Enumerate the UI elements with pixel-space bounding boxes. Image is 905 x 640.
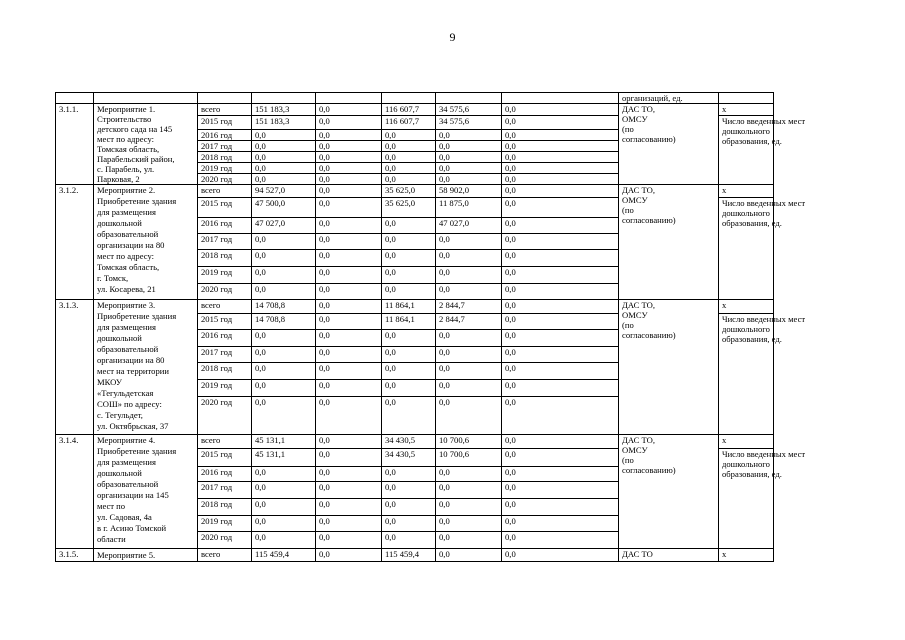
indicator-line: образования, ед. xyxy=(722,136,782,146)
item-title-line: Приобретение здания xyxy=(97,311,177,321)
funding-cell-4: 0,0 xyxy=(502,363,619,380)
item-title-line: дошкольной xyxy=(97,333,142,343)
total-cell: 0,0 xyxy=(252,267,316,284)
item-title-line: ул. Садовая, 4а xyxy=(97,512,152,522)
period-cell: 2019 год xyxy=(198,516,252,532)
item-title-line: для размещения xyxy=(97,457,156,467)
item-title-line: Мероприятие 2. xyxy=(97,185,156,195)
funding-cell-2: 0,0 xyxy=(382,397,436,435)
executor-line: ОМСУ xyxy=(622,195,648,205)
program-table xyxy=(55,92,806,562)
item-title-line: «Тегульдетская xyxy=(97,388,154,398)
funding-cell-4: 0,0 xyxy=(502,267,619,284)
funding-cell-4: 0,0 xyxy=(502,130,619,141)
executor-line: ДАС ТО xyxy=(622,549,653,559)
period-cell: 2015 год xyxy=(198,449,252,467)
total-cell: 45 131,1 xyxy=(252,449,316,467)
funding-cell-2: 0,0 xyxy=(382,347,436,363)
period-cell: 2019 год xyxy=(198,163,252,174)
funding-cell-2: 0,0 xyxy=(382,516,436,532)
indicator-line: Число введенных мест xyxy=(722,314,806,324)
funding-cell-3: 0,0 xyxy=(436,130,502,141)
funding-cell-1: 0,0 xyxy=(316,330,382,347)
funding-cell-4: 0,0 xyxy=(502,300,619,314)
funding-cell-2: 34 430,5 xyxy=(382,449,436,467)
total-cell: 0,0 xyxy=(252,163,316,174)
indicator-line: дошкольного xyxy=(722,459,770,469)
funding-cell-1: 0,0 xyxy=(316,300,382,314)
funding-cell-3: 0,0 xyxy=(436,174,502,185)
total-cell: 0,0 xyxy=(252,250,316,267)
funding-cell-1: 0,0 xyxy=(316,516,382,532)
item-title-line: образовательной xyxy=(97,344,159,354)
funding-cell-3: 0,0 xyxy=(436,532,502,549)
funding-cell-1: 0,0 xyxy=(316,185,382,198)
item-code: 3.1.2. xyxy=(56,185,94,300)
period-cell: 2016 год xyxy=(198,218,252,234)
executor-line: согласованию) xyxy=(622,215,676,225)
executor-cell xyxy=(619,104,719,185)
total-cell: 45 131,1 xyxy=(252,435,316,449)
period-cell: 2019 год xyxy=(198,380,252,397)
item-title-line: Приобретение здания xyxy=(97,196,177,206)
funding-cell-1: 0,0 xyxy=(316,163,382,174)
item-title-line: СОШ» по адресу: xyxy=(97,399,162,409)
total-cell: 0,0 xyxy=(252,152,316,163)
item-title-line: мест на территории xyxy=(97,366,169,376)
executor-cell xyxy=(619,185,719,300)
executor-line: ДАС ТО, xyxy=(622,104,656,114)
executor-line: (по xyxy=(622,124,634,134)
executor-line: согласованию) xyxy=(622,330,676,340)
table-row xyxy=(56,549,774,562)
funding-cell-3: 0,0 xyxy=(436,516,502,532)
item-title-line: мест по адресу: xyxy=(97,251,155,261)
total-cell: 0,0 xyxy=(252,130,316,141)
funding-cell-4: 0,0 xyxy=(502,380,619,397)
funding-cell-2: 116 607,7 xyxy=(382,104,436,116)
funding-cell-4: 0,0 xyxy=(502,198,619,218)
period-cell: 2018 год xyxy=(198,363,252,380)
item-title-line: Мероприятие 5. xyxy=(97,550,156,560)
item-title-line: с. Тегульдет, xyxy=(97,410,143,420)
funding-cell-1: 0,0 xyxy=(316,435,382,449)
funding-cell-4: 0,0 xyxy=(502,532,619,549)
indicator-line: дошкольного xyxy=(722,126,770,136)
executor-cell xyxy=(619,435,719,549)
funding-cell-1: 0,0 xyxy=(316,174,382,185)
period-cell: 2015 год xyxy=(198,116,252,130)
funding-cell-4: 0,0 xyxy=(502,185,619,198)
funding-cell-3: 0,0 xyxy=(436,234,502,250)
total-cell: 0,0 xyxy=(252,467,316,482)
funding-cell-3: 0,0 xyxy=(436,141,502,152)
funding-cell-3: 0,0 xyxy=(436,499,502,516)
funding-cell-4: 0,0 xyxy=(502,397,619,435)
funding-cell-2: 0,0 xyxy=(382,130,436,141)
item-title-line: ул. Косарева, 21 xyxy=(97,284,156,294)
funding-cell-3: 0,0 xyxy=(436,549,502,562)
funding-cell-2: 0,0 xyxy=(382,152,436,163)
period-cell: 2017 год xyxy=(198,141,252,152)
item-title xyxy=(94,300,198,435)
funding-cell-4: 0,0 xyxy=(502,516,619,532)
total-cell: 0,0 xyxy=(252,174,316,185)
funding-cell-1: 0,0 xyxy=(316,549,382,562)
period-cell: всего xyxy=(198,549,252,562)
indicator-x-cell: x xyxy=(719,549,774,562)
period-cell: 2015 год xyxy=(198,314,252,330)
funding-cell-4: 0,0 xyxy=(502,152,619,163)
total-cell: 0,0 xyxy=(252,397,316,435)
funding-cell-2: 0,0 xyxy=(382,532,436,549)
total-cell: 14 708,8 xyxy=(252,300,316,314)
item-title-line: организации на 80 xyxy=(97,240,165,250)
executor-cell xyxy=(619,549,719,562)
funding-cell-4: 0,0 xyxy=(502,330,619,347)
funding-cell-3: 2 844,7 xyxy=(436,314,502,330)
funding-cell-2: 11 864,1 xyxy=(382,300,436,314)
funding-cell-3: 0,0 xyxy=(436,482,502,499)
funding-cell-2: 35 625,0 xyxy=(382,185,436,198)
item-title xyxy=(94,104,198,185)
funding-cell-3: 0,0 xyxy=(436,397,502,435)
total-cell: 0,0 xyxy=(252,347,316,363)
indicator-line: образования, ед. xyxy=(722,218,782,228)
funding-cell-2: 0,0 xyxy=(382,218,436,234)
item-title-line: для размещения xyxy=(97,207,156,217)
funding-cell-4: 0,0 xyxy=(502,314,619,330)
funding-cell-3: 11 875,0 xyxy=(436,198,502,218)
total-cell: 0,0 xyxy=(252,284,316,300)
funding-cell-1: 0,0 xyxy=(316,449,382,467)
item-title-line: Томская область, xyxy=(97,144,160,154)
funding-cell-2: 0,0 xyxy=(382,163,436,174)
indicator-line: дошкольного xyxy=(722,208,770,218)
executor-cell xyxy=(619,300,719,435)
total-cell: 0,0 xyxy=(252,234,316,250)
funding-cell-3: 0,0 xyxy=(436,284,502,300)
funding-cell-2: 0,0 xyxy=(382,250,436,267)
item-title-line: в г. Асино Томской xyxy=(97,523,167,533)
item-title-line: г. Томск, xyxy=(97,273,129,283)
item-title-line: Томская область, xyxy=(97,262,160,272)
period-cell: всего xyxy=(198,104,252,116)
total-cell: 151 183,3 xyxy=(252,104,316,116)
funding-cell-4: 0,0 xyxy=(502,549,619,562)
executor-line: (по xyxy=(622,320,634,330)
funding-cell-3: 47 027,0 xyxy=(436,218,502,234)
period-cell: 2020 год xyxy=(198,397,252,435)
total-cell: 94 527,0 xyxy=(252,185,316,198)
funding-cell-1: 0,0 xyxy=(316,104,382,116)
funding-cell-1: 0,0 xyxy=(316,116,382,130)
item-title-line: образовательной xyxy=(97,479,159,489)
funding-cell-4: 0,0 xyxy=(502,250,619,267)
funding-cell-2: 0,0 xyxy=(382,482,436,499)
funding-cell-2: 0,0 xyxy=(382,174,436,185)
item-title-line: Мероприятие 3. xyxy=(97,300,156,310)
period-cell: 2017 год xyxy=(198,347,252,363)
item-title-line: детского сада на 145 xyxy=(97,124,173,134)
page-number: 9 xyxy=(449,30,456,44)
item-title-line: области xyxy=(97,534,126,544)
total-cell: 0,0 xyxy=(252,532,316,549)
indicator-cell xyxy=(719,314,806,435)
period-cell: 2018 год xyxy=(198,250,252,267)
funding-cell-1: 0,0 xyxy=(316,347,382,363)
funding-cell-1: 0,0 xyxy=(316,532,382,549)
funding-cell-4: 0,0 xyxy=(502,449,619,467)
item-title-line: дошкольной xyxy=(97,468,142,478)
period-cell: 2018 год xyxy=(198,152,252,163)
item-title-line: дошкольной xyxy=(97,218,142,228)
total-cell: 0,0 xyxy=(252,516,316,532)
total-cell: 0,0 xyxy=(252,363,316,380)
funding-cell-3: 0,0 xyxy=(436,467,502,482)
period-cell: 2017 год xyxy=(198,482,252,499)
funding-cell-3: 0,0 xyxy=(436,380,502,397)
funding-cell-2: 0,0 xyxy=(382,330,436,347)
funding-cell-2: 0,0 xyxy=(382,284,436,300)
period-cell: 2016 год xyxy=(198,467,252,482)
total-cell: 0,0 xyxy=(252,499,316,516)
funding-cell-1: 0,0 xyxy=(316,250,382,267)
funding-cell-3: 0,0 xyxy=(436,152,502,163)
period-cell: 2015 год xyxy=(198,198,252,218)
executor-line: согласованию) xyxy=(622,465,676,475)
total-cell: 0,0 xyxy=(252,482,316,499)
funding-cell-3: 10 700,6 xyxy=(436,435,502,449)
item-title-line: для размещения xyxy=(97,322,156,332)
item-title xyxy=(94,435,198,549)
funding-cell-2: 11 864,1 xyxy=(382,314,436,330)
period-cell: 2016 год xyxy=(198,330,252,347)
executor-line: согласованию) xyxy=(622,134,676,144)
indicator-line: Число введенных мест xyxy=(722,116,806,126)
indicator-line: образования, ед. xyxy=(722,469,782,479)
funding-cell-1: 0,0 xyxy=(316,397,382,435)
total-cell: 151 183,3 xyxy=(252,116,316,130)
item-title-line: с. Парабель, ул. xyxy=(97,164,155,174)
funding-cell-2: 116 607,7 xyxy=(382,116,436,130)
funding-cell-2: 0,0 xyxy=(382,267,436,284)
total-cell: 14 708,8 xyxy=(252,314,316,330)
funding-cell-3: 0,0 xyxy=(436,330,502,347)
item-title-line: организации на 145 xyxy=(97,490,169,500)
funding-cell-3: 58 902,0 xyxy=(436,185,502,198)
item-title-line: МКОУ xyxy=(97,377,122,387)
executor-line: (по xyxy=(622,455,634,465)
funding-cell-1: 0,0 xyxy=(316,314,382,330)
table-row-top xyxy=(56,93,774,104)
funding-cell-3: 0,0 xyxy=(436,363,502,380)
executor-line: ДАС ТО, xyxy=(622,435,656,445)
funding-cell-2: 115 459,4 xyxy=(382,549,436,562)
executor-line: ДАС ТО, xyxy=(622,185,656,195)
funding-cell-4: 0,0 xyxy=(502,435,619,449)
funding-cell-4: 0,0 xyxy=(502,116,619,130)
item-title-line: Приобретение здания xyxy=(97,446,177,456)
item-code: 3.1.5. xyxy=(56,549,94,562)
funding-cell-1: 0,0 xyxy=(316,380,382,397)
funding-cell-1: 0,0 xyxy=(316,267,382,284)
indicator-line: дошкольного xyxy=(722,324,770,334)
executor-line: ОМСУ xyxy=(622,310,648,320)
indicator-x-cell: x xyxy=(719,300,774,314)
total-cell: 47 027,0 xyxy=(252,218,316,234)
item-code: 3.1.4. xyxy=(56,435,94,549)
top-indicator-label: организаций, ед. xyxy=(619,93,719,104)
period-cell: 2020 год xyxy=(198,284,252,300)
item-title-line: мест по xyxy=(97,501,126,511)
funding-cell-4: 0,0 xyxy=(502,499,619,516)
indicator-x-cell: x xyxy=(719,185,774,198)
executor-line: (по xyxy=(622,205,634,215)
funding-cell-2: 0,0 xyxy=(382,234,436,250)
item-title-line: Парковая, 2 xyxy=(97,174,140,184)
period-cell: 2019 год xyxy=(198,267,252,284)
funding-cell-3: 0,0 xyxy=(436,267,502,284)
indicator-x-cell: x xyxy=(719,104,774,116)
period-cell: всего xyxy=(198,300,252,314)
funding-cell-3: 0,0 xyxy=(436,250,502,267)
total-cell: 115 459,4 xyxy=(252,549,316,562)
funding-cell-4: 0,0 xyxy=(502,141,619,152)
funding-cell-1: 0,0 xyxy=(316,499,382,516)
item-title-line: образовательной xyxy=(97,229,159,239)
item-title-line: Мероприятие 1. xyxy=(97,104,156,114)
item-code: 3.1.1. xyxy=(56,104,94,185)
period-cell: 2020 год xyxy=(198,174,252,185)
item-title xyxy=(94,185,198,300)
funding-cell-2: 0,0 xyxy=(382,363,436,380)
funding-cell-2: 0,0 xyxy=(382,467,436,482)
executor-line: ОМСУ xyxy=(622,445,648,455)
indicator-cell xyxy=(719,116,806,185)
funding-cell-4: 0,0 xyxy=(502,104,619,116)
indicator-x-cell: x xyxy=(719,435,774,449)
indicator-line: образования, ед. xyxy=(722,334,782,344)
funding-cell-3: 0,0 xyxy=(436,347,502,363)
funding-cell-1: 0,0 xyxy=(316,363,382,380)
period-cell: 2017 год xyxy=(198,234,252,250)
indicator-line: Число введенных мест xyxy=(722,198,806,208)
period-cell: 2018 год xyxy=(198,499,252,516)
funding-cell-4: 0,0 xyxy=(502,347,619,363)
item-title-line: организации на 80 xyxy=(97,355,165,365)
funding-cell-1: 0,0 xyxy=(316,141,382,152)
period-cell: всего xyxy=(198,435,252,449)
funding-cell-1: 0,0 xyxy=(316,198,382,218)
total-cell: 0,0 xyxy=(252,380,316,397)
funding-cell-4: 0,0 xyxy=(502,174,619,185)
funding-cell-2: 34 430,5 xyxy=(382,435,436,449)
funding-cell-1: 0,0 xyxy=(316,218,382,234)
period-cell: 2016 год xyxy=(198,130,252,141)
total-cell: 47 500,0 xyxy=(252,198,316,218)
funding-cell-4: 0,0 xyxy=(502,218,619,234)
funding-cell-1: 0,0 xyxy=(316,234,382,250)
period-cell: 2020 год xyxy=(198,532,252,549)
funding-cell-1: 0,0 xyxy=(316,130,382,141)
funding-cell-4: 0,0 xyxy=(502,284,619,300)
item-code: 3.1.3. xyxy=(56,300,94,435)
total-cell: 0,0 xyxy=(252,330,316,347)
funding-cell-1: 0,0 xyxy=(316,482,382,499)
table-row xyxy=(56,104,774,116)
funding-cell-3: 34 575,6 xyxy=(436,116,502,130)
table-row xyxy=(56,185,774,198)
executor-line: ОМСУ xyxy=(622,114,648,124)
total-cell: 0,0 xyxy=(252,141,316,152)
funding-cell-3: 0,0 xyxy=(436,163,502,174)
funding-cell-3: 2 844,7 xyxy=(436,300,502,314)
item-title-line: Парабельский район, xyxy=(97,154,175,164)
table-row xyxy=(56,435,774,449)
table-row xyxy=(56,300,774,314)
funding-cell-2: 0,0 xyxy=(382,499,436,516)
funding-cell-1: 0,0 xyxy=(316,467,382,482)
funding-cell-4: 0,0 xyxy=(502,163,619,174)
funding-cell-1: 0,0 xyxy=(316,152,382,163)
funding-cell-2: 35 625,0 xyxy=(382,198,436,218)
funding-cell-2: 0,0 xyxy=(382,141,436,152)
period-cell: всего xyxy=(198,185,252,198)
funding-cell-4: 0,0 xyxy=(502,234,619,250)
indicator-cell xyxy=(719,449,806,549)
funding-cell-1: 0,0 xyxy=(316,284,382,300)
funding-cell-4: 0,0 xyxy=(502,467,619,482)
funding-cell-3: 10 700,6 xyxy=(436,449,502,467)
funding-cell-3: 34 575,6 xyxy=(436,104,502,116)
item-title xyxy=(94,549,198,562)
funding-cell-4: 0,0 xyxy=(502,482,619,499)
executor-line: ДАС ТО, xyxy=(622,300,656,310)
item-title-line: мест по адресу: xyxy=(97,134,155,144)
indicator-line: Число введенных мест xyxy=(722,449,806,459)
item-title-line: ул. Октябрьская, 37 xyxy=(97,421,169,431)
table-body xyxy=(56,93,806,562)
indicator-cell xyxy=(719,198,806,300)
item-title-line: Строительство xyxy=(97,114,152,124)
item-title-line: Мероприятие 4. xyxy=(97,435,156,445)
funding-cell-2: 0,0 xyxy=(382,380,436,397)
